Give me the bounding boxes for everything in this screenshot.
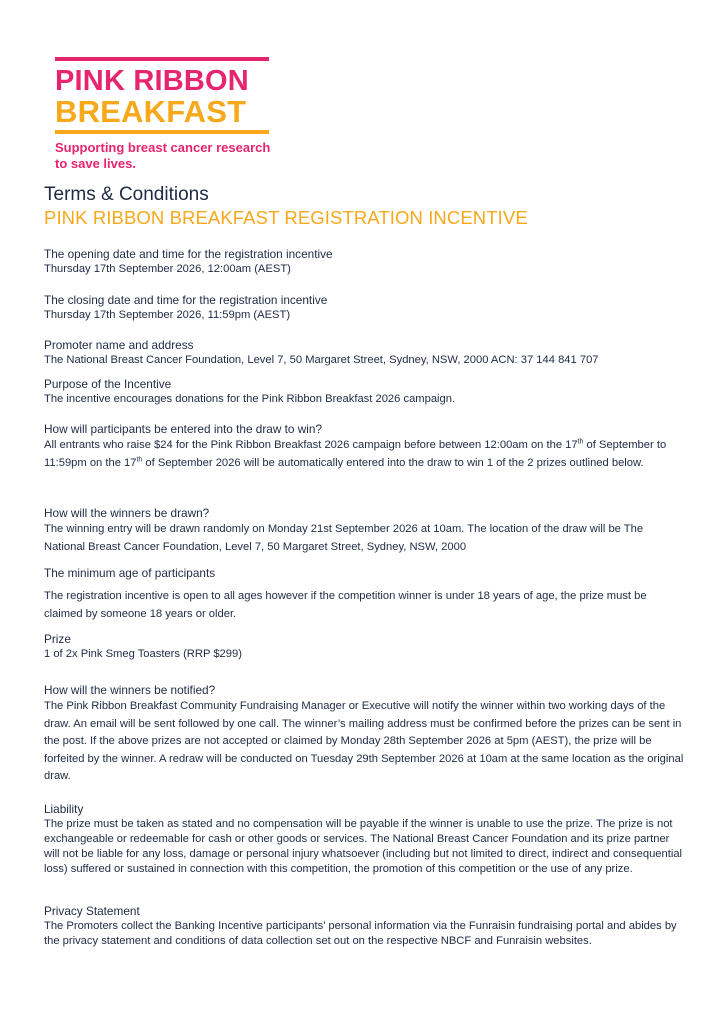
section-liability [44,801,684,877]
section-heading: Privacy Statement [44,904,140,918]
section-body: The National Breast Cancer Foundation, Level 7, 50 Margaret Street, Sydney, NSW, 2000 ACN: 37 144 841 707 [44,354,599,366]
ordinal-suffix: th [577,438,584,446]
section-heading: The minimum age of participants [44,566,216,580]
page-title: Terms & Conditions [44,184,209,205]
section-body: The incentive encourages donations for the Pink Ribbon Breakfast 2026 campaign. [44,393,456,405]
section-heading: Promoter name and address [44,338,194,352]
logo-tagline-2: to save lives. [55,155,136,171]
section-age [44,565,684,623]
section-body: The Pink Ribbon Breakfast Community Fundraising Manager or Executive will notify the winner within two working days of the draw. An email will be sent followed by one call. The winner’s mailing address must be confirmed before the prizes can be sent in the post. If the above prizes are not accepted or claimed by Monday 28th September 2026 at 5pm (AEST), the prize will be forfeited by the winner. A redraw will be conducted on Tuesday 29th September 2026 at 10am at the same location as the original draw. [44,700,684,782]
section-closing [44,292,684,323]
section-body: 1 of 2x Pink Smeg Toasters (RRP $299) [44,648,242,660]
section-heading: The closing date and time for the registration incentive [44,293,328,307]
logo-top-bar [55,57,269,61]
section-heading: The opening date and time for the registration incentive [44,247,333,261]
logo-tagline-1: Supporting breast cancer research [55,140,271,155]
section-purpose [44,376,684,407]
logo-line-2: BREAKFAST [55,94,247,129]
logo-line-1: PINK RIBBON [55,65,249,97]
section-promoter [44,337,684,368]
section-body: Thursday 17th September 2026, 12:00am (AEST) [44,263,291,275]
section-body [44,437,684,472]
ordinal-suffix: th [136,455,143,463]
pink-ribbon-breakfast-logo [55,57,269,171]
section-body: The registration incentive is open to all ages however if the competition winner is under 18 years of age, the prize must be claimed by someone 18 years or older. [44,590,647,620]
section-entry [44,421,684,472]
section-heading: How will participants be entered into the draw to win? [44,422,323,436]
section-body: The prize must be taken as stated and no compensation will be payable if the winner is unable to use the prize. The prize is not exchangeable or redeemable for cash or other goods or services. The National Breast Cancer Foundation and its prize partner will not be liable for any loss, damage or personal injury whatsoever (including but not limited to direct, indirect and consequential loss) suffered or sustained in connection with this competition, the promotion of this competition or the use of any prize. [44,818,683,875]
section-body: Thursday 17th September 2026, 11:59pm (AEST) [44,309,291,321]
section-body: The winning entry will be drawn randomly on Monday 21st September 2026 at 10am. The location of the draw will be The National Breast Cancer Foundation, Level 7, 50 Margaret Street, Sydney, NSW, 2000 [44,523,644,553]
page-subtitle: PINK RIBBON BREAKFAST REGISTRATION INCENTIVE [44,207,528,228]
section-body: The Promoters collect the Banking Incentive participants’ personal information via the Funraisin fundraising portal and abides by the privacy statement and conditions of data collection set out on the respective NBCF and Funraisin websites. [44,920,677,947]
entry-text-a: All entrants who raise $24 for the Pink Ribbon Breakfast 2026 campaign before between 12:00am on the 17 [44,439,578,451]
section-opening [44,246,684,277]
section-heading: How will the winners be drawn? [44,506,210,520]
section-heading: Liability [44,802,84,816]
section-prize [44,631,684,662]
section-privacy [44,903,684,949]
section-heading: How will the winners be notified? [44,683,216,697]
logo-bottom-bar [55,130,269,134]
section-drawn [44,505,684,556]
section-heading: Purpose of the Incentive [44,377,172,391]
entry-text-b: of September to 11:59pm on the 17 [44,439,667,469]
section-heading: Prize [44,632,71,646]
section-notified [44,682,684,786]
entry-text-c: of September 2026 will be automatically entered into the draw to win 1 of the 2 prizes outlined below. [142,456,644,469]
